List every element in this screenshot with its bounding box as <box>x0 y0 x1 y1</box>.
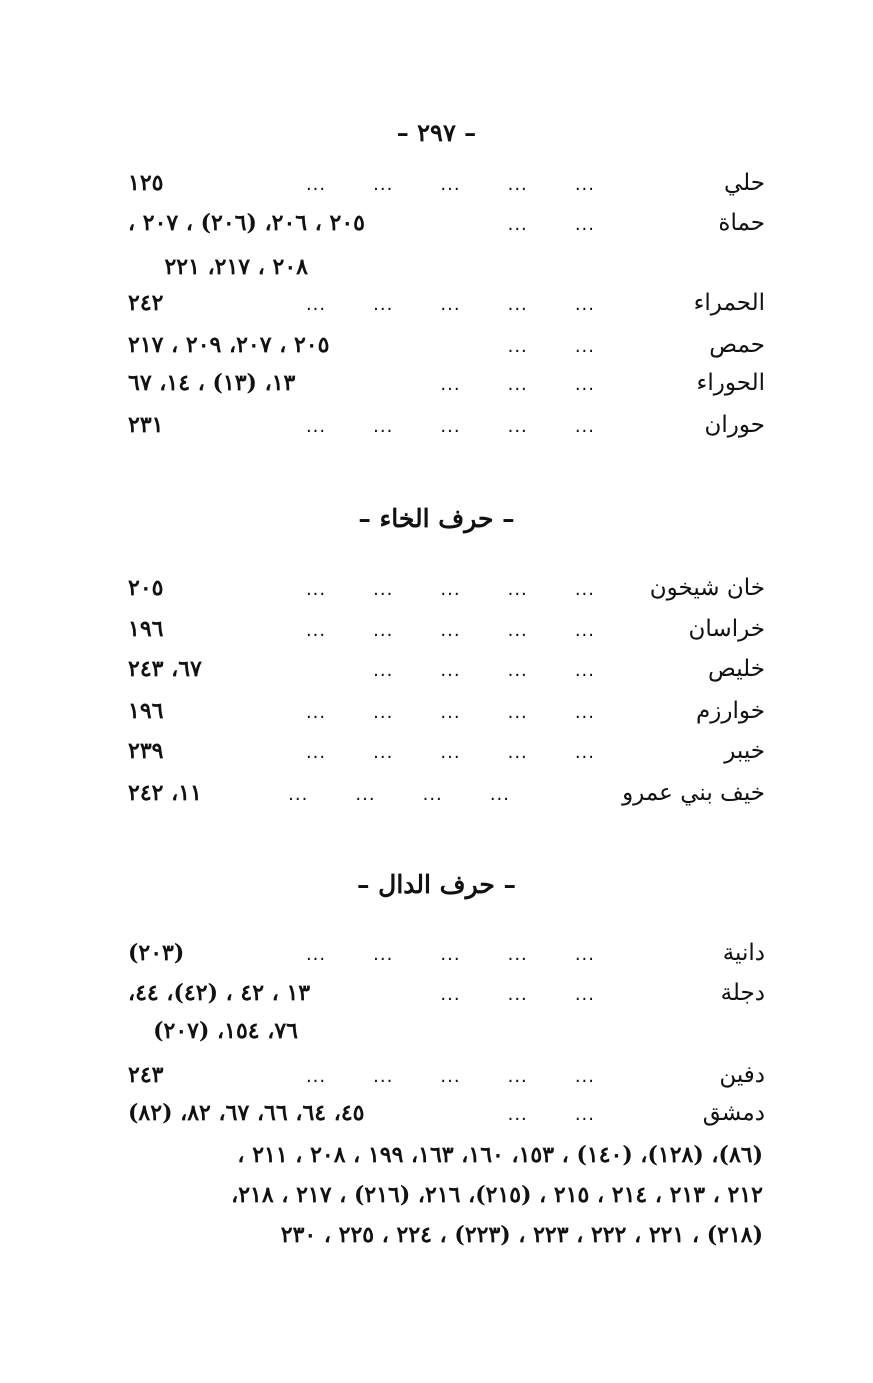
entry-pages: (٢٠٣) <box>128 940 185 966</box>
entry-name: خيبر <box>724 738 765 764</box>
index-entry <box>120 170 765 206</box>
leader-dots: ... ... ... ... ... <box>305 742 595 763</box>
entry-name: حماة <box>718 210 765 236</box>
entry-name: الحوراء <box>696 370 765 396</box>
entry-name: دانية <box>722 940 765 966</box>
index-entry <box>120 210 765 246</box>
entry-pages: ١٩٦ <box>128 616 164 642</box>
entry-pages: ٤٥، ٦٤، ٦٦، ٦٧، ٨٢، (٨٢) <box>128 1100 365 1126</box>
entry-pages: ١٣ ، ٤٢ ، (٤٢)، ٤٤، <box>128 980 311 1006</box>
leader-dots: ... ... <box>507 214 595 235</box>
entry-pages: ٢٠٥ <box>128 575 164 601</box>
page-number: – ٢٩٧ – <box>396 118 477 147</box>
entry-name: دفين <box>719 1062 765 1088</box>
section-heading-khaa: – حرف الخاء – <box>358 504 515 533</box>
leader-dots: ... ... ... ... ... <box>305 416 595 437</box>
entry-pages-continuation: (٨٦)، (١٢٨)، (١٤٠) ، ١٥٣، ١٦٠، ١٦٣، ١٩٩ ، ٢٠٨ ، ٢١١ ، <box>237 1142 763 1168</box>
entry-name: حوران <box>704 412 765 438</box>
index-entry <box>120 698 765 734</box>
entry-pages: ٢٠٥ ، ٢٠٧، ٢٠٩ ، ٢١٧ <box>128 332 330 358</box>
leader-dots: ... ... ... ... ... <box>305 702 595 723</box>
leader-dots: ... ... <box>507 336 595 357</box>
entry-pages: ١١، ٢٤٢ <box>128 780 202 806</box>
leader-dots: ... ... ... ... ... <box>305 1066 595 1087</box>
index-entry <box>120 332 765 368</box>
leader-dots: ... ... ... <box>440 374 595 395</box>
index-entry <box>120 940 765 976</box>
entry-pages: ٢٤٣ <box>128 1062 164 1088</box>
entry-name: الحمراء <box>693 290 765 316</box>
entry-pages: ١٣، (١٣) ، ١٤، ٦٧ <box>128 370 296 396</box>
entry-pages-continuation: ٧٦، ١٥٤، (٢٠٧) <box>153 1018 298 1044</box>
entry-name: حمص <box>709 332 765 358</box>
entry-pages: ١٩٦ <box>128 698 164 724</box>
index-entry <box>120 575 765 611</box>
leader-dots: ... ... ... ... ... <box>305 174 595 195</box>
index-entry <box>120 370 765 406</box>
section-heading-dal: – حرف الدال – <box>356 870 517 899</box>
index-entry <box>120 412 765 448</box>
leader-dots: ... ... ... ... ... <box>305 579 595 600</box>
entry-name: خوارزم <box>696 698 765 724</box>
leader-dots: ... ... ... ... <box>288 784 510 805</box>
entry-pages-continuation: ٢٠٨ ، ٢١٧، ٢٢١ <box>164 254 308 280</box>
index-entry <box>120 980 765 1016</box>
entry-pages: ٢٤٢ <box>128 290 164 316</box>
entry-name: دمشق <box>702 1100 765 1126</box>
entry-name: دجلة <box>720 980 765 1006</box>
entry-name: خراسان <box>688 616 765 642</box>
entry-name: حلي <box>723 170 765 196</box>
leader-dots: ... ... ... ... ... <box>305 944 595 965</box>
index-entry <box>120 1062 765 1098</box>
entry-name: خان شيخون <box>649 575 765 601</box>
leader-dots: ... ... ... ... <box>373 660 595 681</box>
index-entry <box>120 290 765 326</box>
entry-name: خيف بني عمرو <box>622 780 765 806</box>
entry-pages-continuation: (٢١٨) ، ٢٢١ ، ٢٢٢ ، ٢٢٣ ، (٢٢٣) ، ٢٢٤ ، ٢٢٥ ، ٢٣٠ <box>280 1222 763 1248</box>
entry-pages: ٦٧، ٢٤٣ <box>128 656 202 682</box>
index-entry <box>120 656 765 692</box>
index-entry <box>120 616 765 652</box>
entry-name: خليص <box>708 656 765 682</box>
leader-dots: ... ... <box>507 1104 595 1125</box>
leader-dots: ... ... ... ... ... <box>305 294 595 315</box>
leader-dots: ... ... ... ... ... <box>305 620 595 641</box>
index-entry <box>120 1100 765 1136</box>
entry-pages: ٢٠٥ ، ٢٠٦، (٢٠٦) ، ٢٠٧ ، <box>128 210 365 236</box>
entry-pages: ٢٣١ <box>128 412 164 438</box>
entry-pages-continuation: ٢١٢ ، ٢١٣ ، ٢١٤ ، ٢١٥ ، (٢١٥)، ٢١٦، (٢١٦) ، ٢١٧ ، ٢١٨، <box>231 1182 763 1208</box>
entry-pages: ٢٣٩ <box>128 738 164 764</box>
index-entry <box>120 780 765 816</box>
leader-dots: ... ... ... <box>440 984 595 1005</box>
index-entry <box>120 738 765 774</box>
entry-pages: ١٢٥ <box>128 170 164 196</box>
